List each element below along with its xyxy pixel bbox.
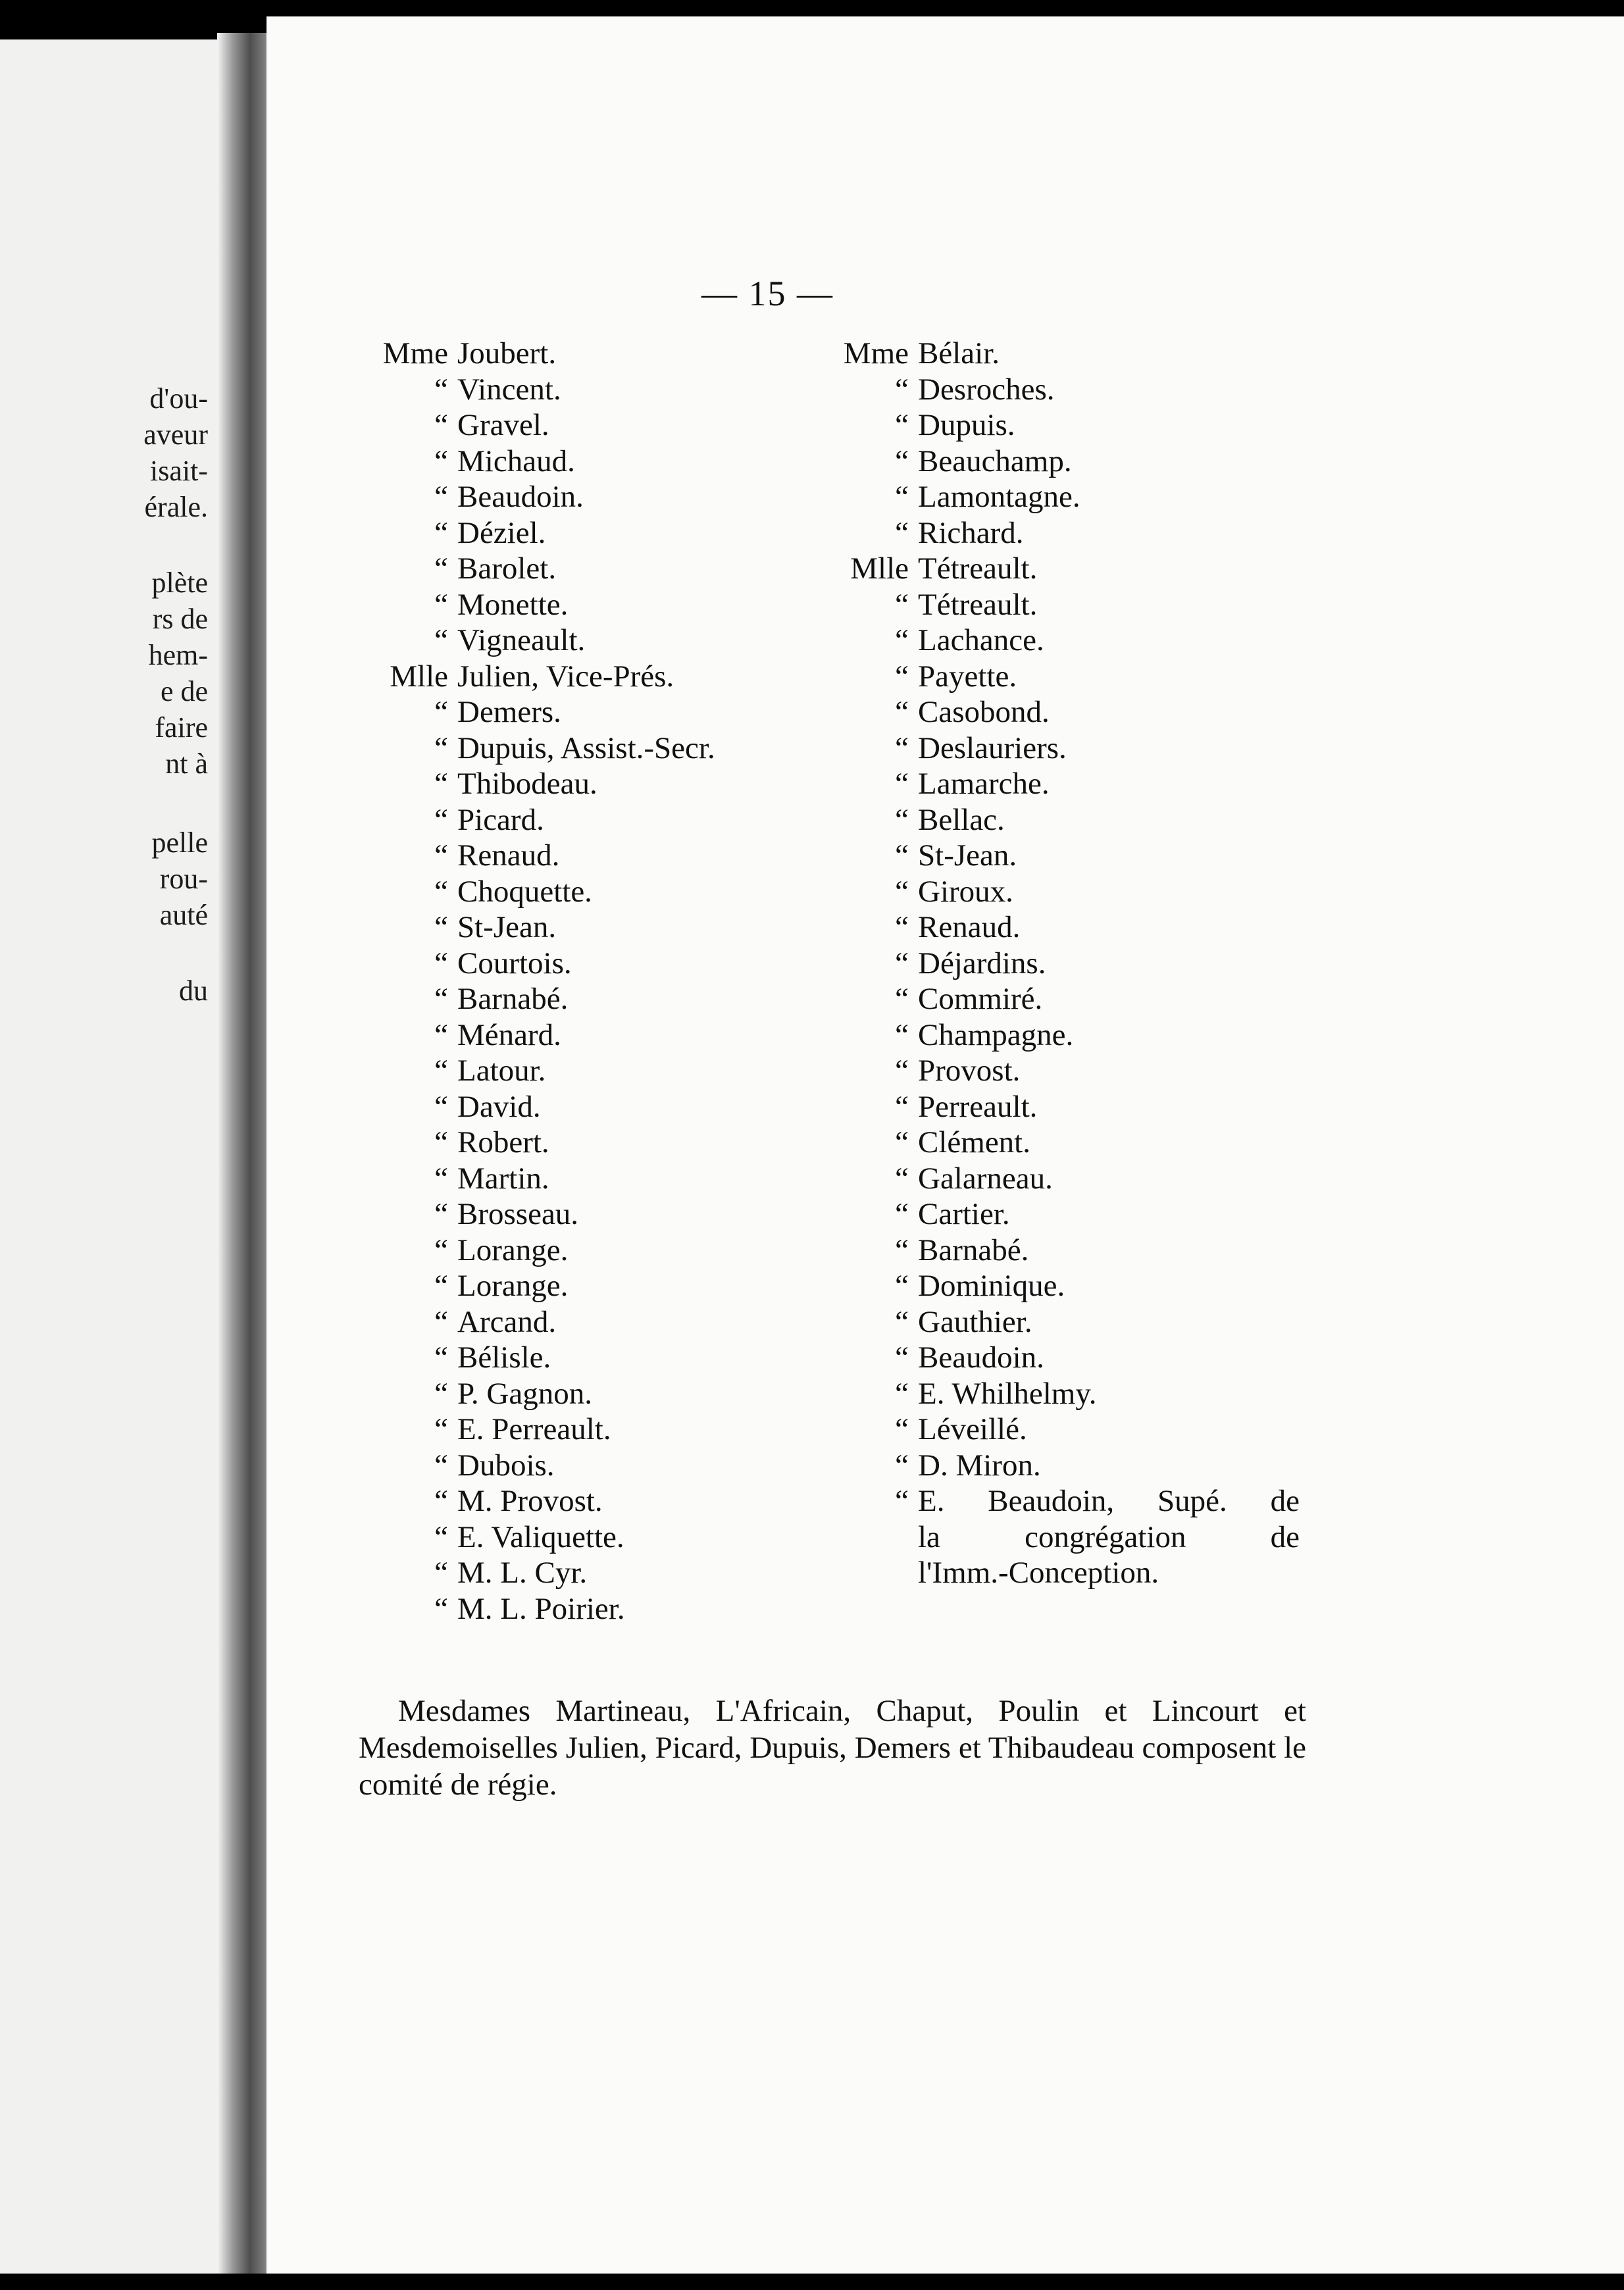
member-entry xyxy=(359,659,715,695)
member-name: l'Imm.-Conception. xyxy=(918,1556,1159,1590)
title-prefix: “ xyxy=(434,1484,448,1518)
title-prefix: “ xyxy=(895,1412,909,1446)
title-prefix: “ xyxy=(434,515,448,550)
member-entry xyxy=(819,1412,1300,1448)
title-prefix: Mlle xyxy=(390,659,448,694)
title-prefix: “ xyxy=(434,587,448,622)
member-entry xyxy=(819,874,1300,910)
member-name: Joubert. xyxy=(457,336,557,370)
left-page-fragment: rou- xyxy=(159,863,208,895)
member-name: Giroux. xyxy=(918,874,1013,909)
member-entry xyxy=(819,1017,1300,1054)
member-name: Lamontagne. xyxy=(918,480,1080,514)
member-entry xyxy=(819,336,1300,372)
left-page-fragment: hem- xyxy=(148,639,208,671)
member-entry xyxy=(819,1268,1300,1304)
member-name: Lorange. xyxy=(457,1269,569,1303)
left-page-fragment: nt à xyxy=(165,748,208,780)
member-name: M. L. Poirier. xyxy=(457,1591,625,1626)
member-name: Michaud. xyxy=(457,444,575,478)
member-name: Brosseau. xyxy=(457,1197,579,1231)
member-entry xyxy=(819,1089,1300,1125)
member-entry xyxy=(359,1268,715,1304)
title-prefix: “ xyxy=(895,946,909,980)
title-prefix: “ xyxy=(434,1412,448,1446)
member-name: Dupuis, Assist.-Secr. xyxy=(457,730,715,765)
member-entry xyxy=(359,1089,715,1125)
title-prefix: “ xyxy=(895,767,909,801)
member-name: Gravel. xyxy=(457,408,549,442)
member-name: Barnabé. xyxy=(457,982,569,1016)
member-entry xyxy=(359,946,715,982)
member-entry xyxy=(819,1376,1300,1412)
member-entry xyxy=(359,1555,715,1591)
title-prefix: “ xyxy=(895,1161,909,1196)
member-name: Payette. xyxy=(918,659,1017,694)
title-prefix: “ xyxy=(895,515,909,550)
title-prefix xyxy=(819,1555,918,1591)
member-name: D. Miron. xyxy=(918,1448,1041,1483)
title-prefix: “ xyxy=(434,767,448,801)
member-name: Courtois. xyxy=(457,946,572,980)
title-prefix: “ xyxy=(434,408,448,442)
member-name: Léveillé. xyxy=(918,1412,1027,1446)
member-entry xyxy=(359,802,715,838)
member-entry xyxy=(819,1483,1300,1519)
title-prefix: “ xyxy=(434,372,448,407)
member-entry xyxy=(819,1161,1300,1197)
title-prefix: Mlle xyxy=(850,551,909,586)
member-entry xyxy=(359,1053,715,1089)
member-entry xyxy=(359,1196,715,1233)
title-prefix: “ xyxy=(434,480,448,514)
member-name: M. Provost. xyxy=(457,1484,603,1518)
title-prefix: “ xyxy=(434,551,448,586)
member-entry xyxy=(359,623,715,659)
member-name: Lamarche. xyxy=(918,767,1050,801)
member-name: Richard. xyxy=(918,515,1024,550)
member-entry xyxy=(359,1448,715,1484)
member-name: Déziel. xyxy=(457,515,546,550)
title-prefix: “ xyxy=(434,946,448,980)
member-name: P. Gagnon. xyxy=(457,1376,592,1411)
member-name: Déjardins. xyxy=(918,946,1046,980)
title-prefix: “ xyxy=(434,910,448,944)
member-entry xyxy=(819,694,1300,730)
member-entry xyxy=(359,551,715,587)
member-entry xyxy=(359,766,715,802)
member-entry xyxy=(359,694,715,730)
member-name: Galarneau. xyxy=(918,1161,1053,1196)
member-name: Deslauriers. xyxy=(918,730,1067,765)
title-prefix: “ xyxy=(895,1484,909,1518)
member-name: Dubois. xyxy=(457,1448,555,1483)
member-name: Vigneault. xyxy=(457,623,586,657)
member-name: Champagne. xyxy=(918,1017,1074,1052)
member-entry xyxy=(359,1412,715,1448)
member-entry xyxy=(819,479,1300,515)
title-prefix: “ xyxy=(434,838,448,873)
member-entry xyxy=(819,1519,1300,1556)
title-prefix: “ xyxy=(895,372,909,407)
title-prefix: “ xyxy=(895,1233,909,1267)
member-entry xyxy=(819,909,1300,946)
title-prefix: “ xyxy=(434,1089,448,1124)
title-prefix: “ xyxy=(434,1448,448,1483)
title-prefix: “ xyxy=(434,1161,448,1196)
title-prefix: “ xyxy=(895,1304,909,1339)
member-entry xyxy=(359,479,715,515)
member-name: Julien, Vice-Prés. xyxy=(457,659,674,694)
member-entry xyxy=(819,981,1300,1017)
title-prefix: “ xyxy=(434,1376,448,1411)
member-entry xyxy=(359,1591,715,1627)
title-prefix: “ xyxy=(434,1591,448,1626)
left-page-fragment: isait- xyxy=(150,455,208,487)
title-prefix: “ xyxy=(434,1233,448,1267)
member-entry xyxy=(359,336,715,372)
member-name: Beaudoin. xyxy=(457,480,584,514)
member-entry xyxy=(359,838,715,874)
member-name: Beauchamp. xyxy=(918,444,1072,478)
title-prefix: “ xyxy=(895,1340,909,1375)
member-name: Barolet. xyxy=(457,551,557,586)
title-prefix: “ xyxy=(895,730,909,765)
title-prefix: “ xyxy=(434,695,448,729)
member-name: Choquette. xyxy=(457,874,592,909)
title-prefix: “ xyxy=(895,910,909,944)
member-entry xyxy=(819,551,1300,587)
title-prefix: “ xyxy=(895,1017,909,1052)
member-entry xyxy=(819,1555,1300,1591)
left-page-fragment: pelle xyxy=(151,827,208,859)
member-list-right xyxy=(819,336,1300,1591)
member-entry xyxy=(819,587,1300,623)
title-prefix: “ xyxy=(434,1054,448,1088)
member-name: Cartier. xyxy=(918,1197,1010,1231)
title-prefix: “ xyxy=(434,1269,448,1303)
member-entry xyxy=(819,838,1300,874)
member-name: Bélair. xyxy=(918,336,1000,370)
title-prefix: “ xyxy=(895,1054,909,1088)
member-entry xyxy=(819,766,1300,802)
title-prefix: “ xyxy=(434,874,448,909)
member-entry xyxy=(819,1053,1300,1089)
member-name: Renaud. xyxy=(918,910,1021,944)
member-entry xyxy=(819,730,1300,767)
member-name: Dominique. xyxy=(918,1269,1065,1303)
title-prefix: “ xyxy=(895,659,909,694)
title-prefix: “ xyxy=(434,444,448,478)
page-number: — 15 — xyxy=(701,274,834,313)
member-name: Gauthier. xyxy=(918,1304,1032,1339)
title-prefix: “ xyxy=(895,1269,909,1303)
title-prefix: “ xyxy=(895,623,909,657)
member-name: Commiré. xyxy=(918,982,1043,1016)
member-entry xyxy=(359,874,715,910)
left-page-fragment: du xyxy=(179,975,208,1007)
member-name: Renaud. xyxy=(457,838,560,873)
member-name: M. L. Cyr. xyxy=(457,1556,588,1590)
member-name: la congrégation de xyxy=(918,1519,1300,1554)
member-name: Robert. xyxy=(457,1125,549,1159)
member-name: E. Whilhelmy. xyxy=(918,1376,1097,1411)
left-page-fragment: aveur xyxy=(143,419,208,451)
title-prefix: “ xyxy=(895,695,909,729)
member-name: Demers. xyxy=(457,695,561,729)
title-prefix: “ xyxy=(434,623,448,657)
member-entry xyxy=(359,515,715,551)
member-name: Perreault. xyxy=(918,1089,1038,1124)
member-name: Tétreault. xyxy=(918,587,1038,622)
member-name: Dupuis. xyxy=(918,408,1015,442)
member-name: Provost. xyxy=(918,1054,1021,1088)
member-entry xyxy=(819,444,1300,480)
committee-paragraph: Mesdames Martineau, L'Africain, Chaput, Poulin et Lincourt et Mesdemoiselles Julien, Picard, Dupuis, Demers et Thibaudeau composent le comité de régie. xyxy=(359,1694,1306,1802)
title-prefix: “ xyxy=(895,1448,909,1483)
title-prefix: “ xyxy=(895,838,909,873)
member-name: Thibodeau. xyxy=(457,767,597,801)
member-entry xyxy=(819,1125,1300,1161)
left-page-edge xyxy=(0,39,217,2274)
member-entry xyxy=(819,407,1300,444)
member-entry xyxy=(359,407,715,444)
member-entry xyxy=(819,946,1300,982)
member-name: Picard. xyxy=(457,802,544,837)
member-name: Bélisle. xyxy=(457,1340,551,1375)
member-name: Desroches. xyxy=(918,372,1055,407)
left-page-fragment: auté xyxy=(159,899,208,931)
title-prefix: “ xyxy=(895,444,909,478)
title-prefix: “ xyxy=(895,1089,909,1124)
member-name: Beaudoin. xyxy=(918,1340,1044,1375)
title-prefix: “ xyxy=(895,1376,909,1411)
member-name: St-Jean. xyxy=(457,910,557,944)
member-name: Clément. xyxy=(918,1125,1030,1159)
member-name: Tétreault. xyxy=(918,551,1038,586)
title-prefix: “ xyxy=(434,1197,448,1231)
member-name: E. Valiquette. xyxy=(457,1519,624,1554)
member-name: Barnabé. xyxy=(918,1233,1029,1267)
left-page-fragment: rs de xyxy=(152,603,208,635)
member-entry xyxy=(359,909,715,946)
member-name: Martin. xyxy=(457,1161,549,1196)
member-entry xyxy=(819,1233,1300,1269)
title-prefix: “ xyxy=(895,1125,909,1159)
left-page-fragment: faire xyxy=(155,711,208,744)
title-prefix: “ xyxy=(895,874,909,909)
page xyxy=(266,16,1624,2274)
member-entry xyxy=(819,1340,1300,1376)
member-name: St-Jean. xyxy=(918,838,1017,873)
member-entry xyxy=(359,1304,715,1340)
member-entry xyxy=(359,587,715,623)
member-name: E. Perreault. xyxy=(457,1412,611,1446)
left-page-fragment: e de xyxy=(160,675,208,707)
title-prefix xyxy=(819,1519,918,1556)
title-prefix: “ xyxy=(434,1304,448,1339)
title-prefix: “ xyxy=(434,730,448,765)
title-prefix: “ xyxy=(434,1556,448,1590)
title-prefix: “ xyxy=(434,1519,448,1554)
title-prefix: Mme xyxy=(843,336,909,370)
member-entry xyxy=(819,1448,1300,1484)
member-entry xyxy=(359,730,715,767)
member-entry xyxy=(359,1376,715,1412)
title-prefix: “ xyxy=(895,480,909,514)
title-prefix: “ xyxy=(895,587,909,622)
member-entry xyxy=(359,1233,715,1269)
member-name: Vincent. xyxy=(457,372,561,407)
title-prefix: “ xyxy=(895,982,909,1016)
member-entry xyxy=(819,515,1300,551)
member-entry xyxy=(819,1196,1300,1233)
title-prefix: “ xyxy=(434,1017,448,1052)
member-entry xyxy=(359,1483,715,1519)
member-entry xyxy=(359,1125,715,1161)
member-name: David. xyxy=(457,1089,541,1124)
member-entry xyxy=(819,623,1300,659)
member-name: Ménard. xyxy=(457,1017,561,1052)
member-name: Arcand. xyxy=(457,1304,557,1339)
member-entry xyxy=(359,444,715,480)
title-prefix: “ xyxy=(895,1197,909,1231)
member-name: Bellac. xyxy=(918,802,1005,837)
title-prefix: “ xyxy=(434,802,448,837)
member-entry xyxy=(819,1304,1300,1340)
member-entry xyxy=(819,802,1300,838)
title-prefix: “ xyxy=(434,1125,448,1159)
title-prefix: “ xyxy=(434,982,448,1016)
title-prefix: Mme xyxy=(382,336,448,370)
member-name: Monette. xyxy=(457,587,569,622)
member-entry xyxy=(359,1161,715,1197)
member-list-left xyxy=(359,336,715,1627)
member-name: Lorange. xyxy=(457,1233,569,1267)
left-page-fragment: plète xyxy=(151,567,208,599)
member-name: Casobond. xyxy=(918,695,1050,729)
member-name: Lachance. xyxy=(918,623,1044,657)
member-entry xyxy=(819,659,1300,695)
member-entry xyxy=(359,1340,715,1376)
member-entry xyxy=(359,372,715,408)
left-page-fragment: d'ou- xyxy=(149,382,208,415)
left-page-fragment: érale. xyxy=(144,491,208,523)
member-entry xyxy=(359,981,715,1017)
member-entry xyxy=(359,1017,715,1054)
title-prefix: “ xyxy=(895,408,909,442)
member-entry xyxy=(359,1519,715,1556)
member-entry xyxy=(819,372,1300,408)
title-prefix: “ xyxy=(434,1340,448,1375)
member-name: Latour. xyxy=(457,1054,546,1088)
member-name: E. Beaudoin, Supé. de xyxy=(918,1484,1300,1518)
title-prefix: “ xyxy=(895,802,909,837)
